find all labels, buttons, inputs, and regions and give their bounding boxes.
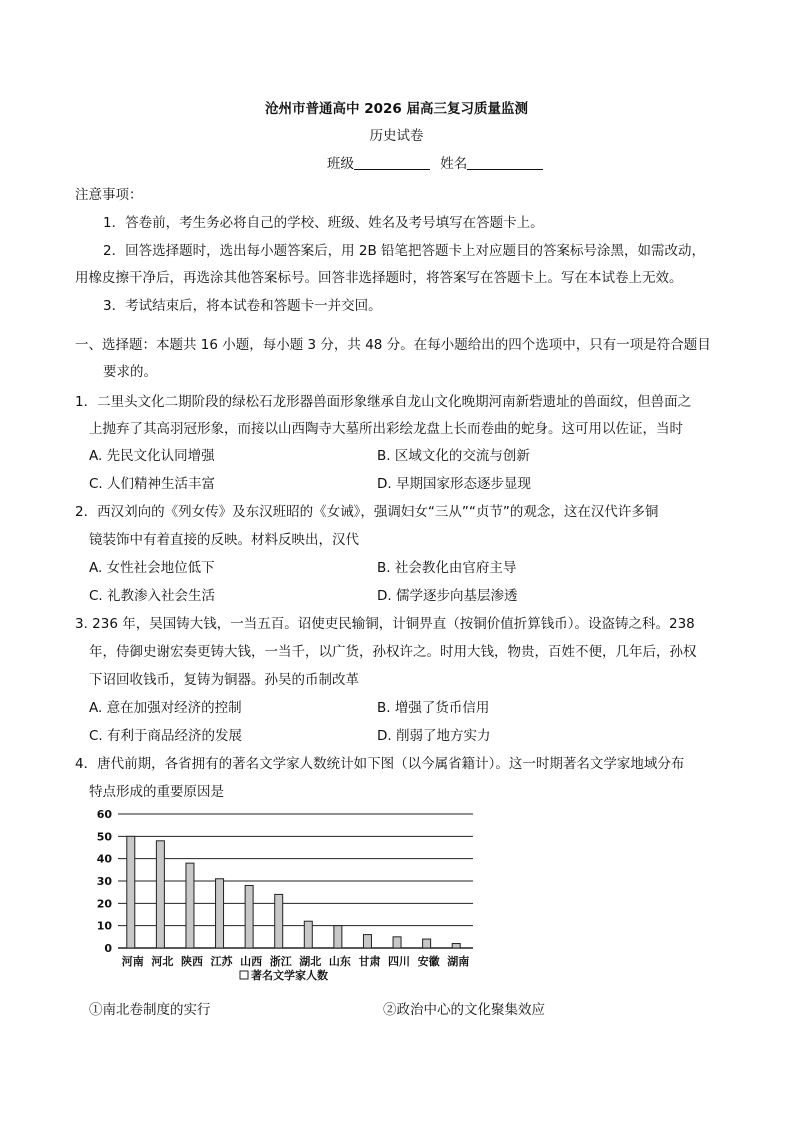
x-tick-label: 浙江 — [269, 955, 292, 968]
q3-option-c: C. 有利于商品经济的发展 — [89, 728, 243, 744]
x-tick-label: 安徽 — [417, 955, 440, 968]
exam-subject: 历史试卷 — [369, 128, 424, 144]
notice-item-1: 1．答卷前，考生务必将自己的学校、班级、姓名及考号填写在答题卡上。 — [103, 215, 544, 231]
x-tick-label: 江苏 — [210, 955, 233, 968]
class-label: 班级 — [327, 156, 354, 172]
legend-swatch — [240, 971, 248, 979]
q3-option-a: A. 意在加强对经济的控制 — [89, 700, 242, 716]
bar — [423, 939, 431, 948]
class-blank — [354, 169, 430, 170]
bar — [216, 879, 224, 948]
x-tick-label: 湖北 — [299, 955, 322, 968]
x-tick-label: 河南 — [121, 955, 144, 968]
bar — [452, 944, 460, 948]
q3-stem-line-1: 3. 236 年，吴国铸大钱，一当五百。诏使吏民输铜，计铜畀直（按铜价值折算钱币）。设盗铸之科。238 — [75, 616, 695, 632]
y-tick-label: 50 — [96, 830, 112, 844]
q2-stem-line-2: 镜装饰中有着直接的反映。材料反映出，汉代 — [89, 532, 359, 548]
q2-option-c: C. 礼教渗入社会生活 — [89, 588, 216, 604]
q1-option-d: D. 早期国家形态逐步显现 — [377, 476, 531, 492]
q1-option-c: C. 人们精神生活丰富 — [89, 476, 216, 492]
q3-option-b: B. 增强了货币信用 — [377, 700, 490, 716]
x-tick-label: 陕西 — [180, 955, 203, 968]
notice-item-2-line-2: 用橡皮擦干净后，再选涂其他答案标号。回答非选择题时，将答案写在答题卡上。写在本试卷上无效。 — [75, 270, 683, 286]
y-tick-label: 30 — [96, 875, 112, 888]
q4-stem-line-2: 特点形成的重要原因是 — [89, 784, 224, 800]
q1-stem-line-2: 上抛弃了其高羽冠形象，而接以山西陶寺大墓所出彩绘龙盘上长而卷曲的蛇身。这可用以佐证，当时 — [89, 421, 683, 437]
bar — [156, 841, 164, 948]
bar — [363, 935, 371, 948]
bar — [245, 885, 253, 948]
q3-option-d: D. 削弱了地方实力 — [377, 728, 491, 744]
notice-item-2-line-1: 2．回答选择题时，选出每小题答案后，用 2B 铅笔把答题卡上对应题目的答案标号涂黑，如需改动， — [103, 243, 706, 259]
q3-stem-line-3: 下诏回收钱币，复铸为铜器。孙吴的币制改革 — [89, 672, 359, 688]
q1-option-a: A. 先民文化认同增强 — [89, 448, 215, 464]
q3-stem-line-2: 年，侍御史谢宏奏更铸大钱，一当千，以广货，孙权许之。时用大钱，物贵，百姓不便，几年后，孙权 — [89, 644, 697, 660]
x-tick-label: 湖南 — [447, 955, 470, 968]
y-tick-label: 40 — [96, 852, 112, 866]
name-label: 姓名 — [440, 156, 468, 172]
q4-stem-line-1: 4．唐代前期，各省拥有的著名文学家人数统计如下图（以今属省籍计）。这一时期著名文学家地域分布 — [75, 756, 685, 772]
bar — [186, 863, 194, 948]
y-tick-label: 0 — [104, 942, 112, 955]
y-tick-label: 10 — [96, 919, 112, 933]
bar — [334, 926, 342, 948]
q1-stem-line-1: 1．二里头文化二期阶段的绿松石龙形器兽面形象继承自龙山文化晚期河南新砦遗址的兽面纹，但兽面之 — [75, 394, 692, 410]
notice-heading: 注意事项： — [75, 187, 143, 203]
bar — [127, 836, 135, 948]
bar — [275, 894, 283, 948]
notice-item-3: 3．考试结束后，将本试卷和答题卡一并交回。 — [103, 298, 382, 314]
q1-option-b: B. 区域文化的交流与创新 — [377, 448, 530, 464]
y-tick-label: 20 — [96, 897, 112, 911]
q2-stem-line-1: 2．西汉刘向的《列女传》及东汉班昭的《女诫》，强调妇女“三从”“贞节”的观念，这在汉代许多铜 — [75, 504, 659, 520]
bar — [304, 921, 312, 948]
q4-option-1: ①南北卷制度的实行 — [89, 1002, 211, 1018]
bar — [393, 937, 401, 948]
x-tick-label: 甘肃 — [358, 955, 381, 968]
y-tick-label: 60 — [96, 808, 112, 821]
legend-label: 著名文学家人数 — [251, 969, 328, 982]
section-heading-line-1: 一、选择题：本题共 16 小题，每小题 3 分，共 48 分。在每小题给出的四个选项中，只有一项是符合题目 — [75, 337, 711, 353]
exam-title: 沧州市普通高中 2026 届高三复习质量监测 — [265, 101, 528, 117]
name-blank — [467, 169, 543, 170]
literati-bar-chart — [80, 800, 500, 995]
x-tick-label: 河北 — [151, 955, 174, 968]
q2-option-d: D. 儒学逐步向基层渗透 — [377, 588, 518, 604]
class-field — [327, 152, 543, 172]
x-tick-label: 四川 — [388, 955, 411, 968]
x-tick-label: 山西 — [240, 955, 263, 968]
q2-option-b: B. 社会教化由官府主导 — [377, 560, 517, 576]
section-heading-line-2: 要求的。 — [103, 364, 157, 380]
x-tick-label: 山东 — [328, 955, 351, 968]
q2-option-a: A. 女性社会地位低下 — [89, 560, 215, 576]
q4-option-2: ②政治中心的文化聚集效应 — [383, 1002, 545, 1018]
